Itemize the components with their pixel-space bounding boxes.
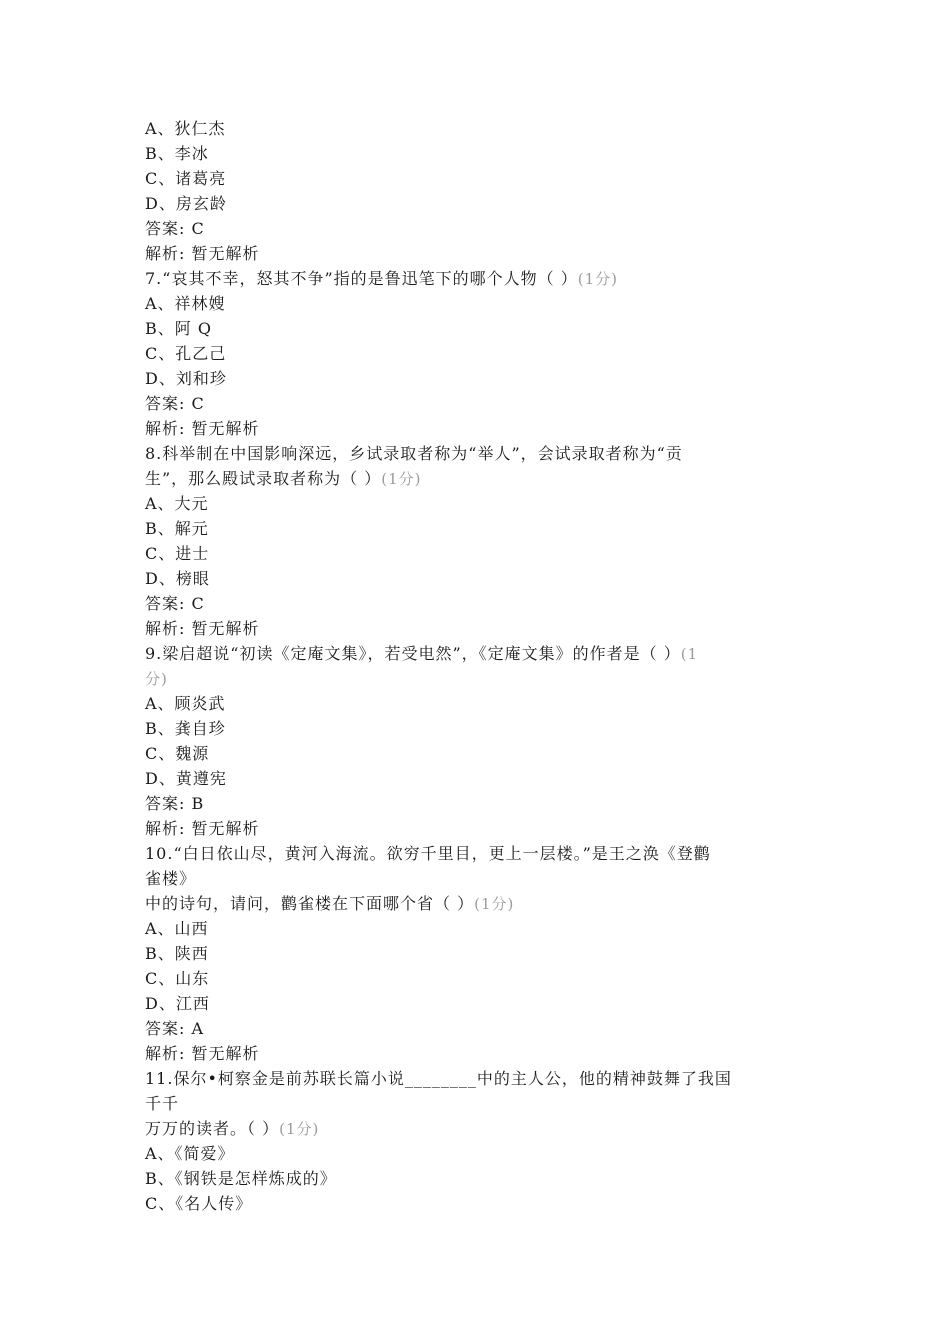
q6-option-d: D、房玄龄 (145, 194, 227, 213)
q8-option-b: B、解元 (145, 519, 209, 538)
q11-option-c: C、《名人传》 (145, 1194, 253, 1213)
q9-answer: 答案: B (145, 794, 205, 813)
q9-stem-line1 (145, 641, 810, 666)
exam-page (145, 116, 810, 1216)
q11-option-a: A、《简爱》 (145, 1144, 235, 1163)
q9-option-b: B、龚自珍 (145, 719, 226, 738)
q6-answer: 答案: C (145, 219, 205, 238)
q7-analysis: 解析: 暂无解析 (145, 419, 260, 438)
q7-stem (145, 266, 810, 291)
q11-score: (1分) (279, 1120, 320, 1138)
q10-stem-line3 (145, 891, 810, 916)
q9-option-a: A、顾炎武 (145, 694, 226, 713)
q10-stem-text: 中的诗句，请问，鹳雀楼在下面哪个省（ ） (145, 894, 475, 913)
q6-analysis: 解析: 暂无解析 (145, 244, 260, 263)
q6-option-a: A、狄仁杰 (145, 119, 226, 138)
q10-answer: 答案: A (145, 1019, 205, 1038)
q7-option-a: A、祥林嫂 (145, 294, 226, 313)
q8-score: (1分) (381, 470, 422, 488)
q10-option-a: A、山西 (145, 919, 209, 938)
q8-option-a: A、大元 (145, 494, 209, 513)
q8-stem-line2 (145, 466, 810, 491)
q6-option-b: B、李冰 (145, 144, 209, 163)
q10-stem-line2: 雀楼》 (145, 869, 197, 888)
q11-stem-line2: 千千 (145, 1094, 180, 1113)
q10-score: (1分) (474, 895, 515, 913)
q7-stem-text: 7.“哀其不幸，怒其不争”指的是鲁迅笔下的哪个人物（ ） (145, 269, 578, 288)
q8-option-d: D、榜眼 (145, 569, 210, 588)
q9-score-part2: 分) (145, 670, 168, 688)
q7-option-d: D、刘和珍 (145, 369, 227, 388)
q9-stem-text: 9.梁启超说“初读《定庵文集》，若受电然”，《定庵文集》的作者是（ ） (145, 644, 681, 663)
q10-option-b: B、陕西 (145, 944, 209, 963)
q8-stem-text: 生”，那么殿试录取者称为（ ） (145, 469, 382, 488)
q7-option-b: B、阿 Q (145, 319, 212, 338)
q7-answer: 答案: C (145, 394, 205, 413)
q8-stem-line1: 8.科举制在中国影响深远，乡试录取者称为“举人”，会试录取者称为“贡 (145, 444, 683, 463)
q7-option-c: C、孔乙己 (145, 344, 227, 363)
q7-score: (1分) (577, 270, 618, 288)
q9-option-c: C、魏源 (145, 744, 210, 763)
q9-analysis: 解析: 暂无解析 (145, 819, 260, 838)
q8-option-c: C、进士 (145, 544, 210, 563)
q8-answer: 答案: C (145, 594, 205, 613)
q9-option-d: D、黄遵宪 (145, 769, 227, 788)
q8-analysis: 解析: 暂无解析 (145, 619, 260, 638)
q11-option-b: B、《钢铁是怎样炼成的》 (145, 1169, 337, 1188)
q10-stem-line1: 10.“白日依山尽，黄河入海流。欲穷千里目，更上一层楼。”是王之涣《登鹳 (145, 844, 711, 863)
q9-score-part1: (1 (680, 645, 699, 663)
q9-stem-line2 (145, 666, 810, 691)
q11-stem-text: 万万的读者。（ ） (145, 1119, 280, 1138)
q11-stem-line1: 11.保尔•柯察金是前苏联长篇小说________中的主人公，他的精神鼓舞了我国 (145, 1069, 732, 1088)
q11-stem-line3 (145, 1116, 810, 1141)
q10-option-d: D、江西 (145, 994, 210, 1013)
q6-option-c: C、诸葛亮 (145, 169, 227, 188)
q10-option-c: C、山东 (145, 969, 210, 988)
q10-analysis: 解析: 暂无解析 (145, 1044, 260, 1063)
